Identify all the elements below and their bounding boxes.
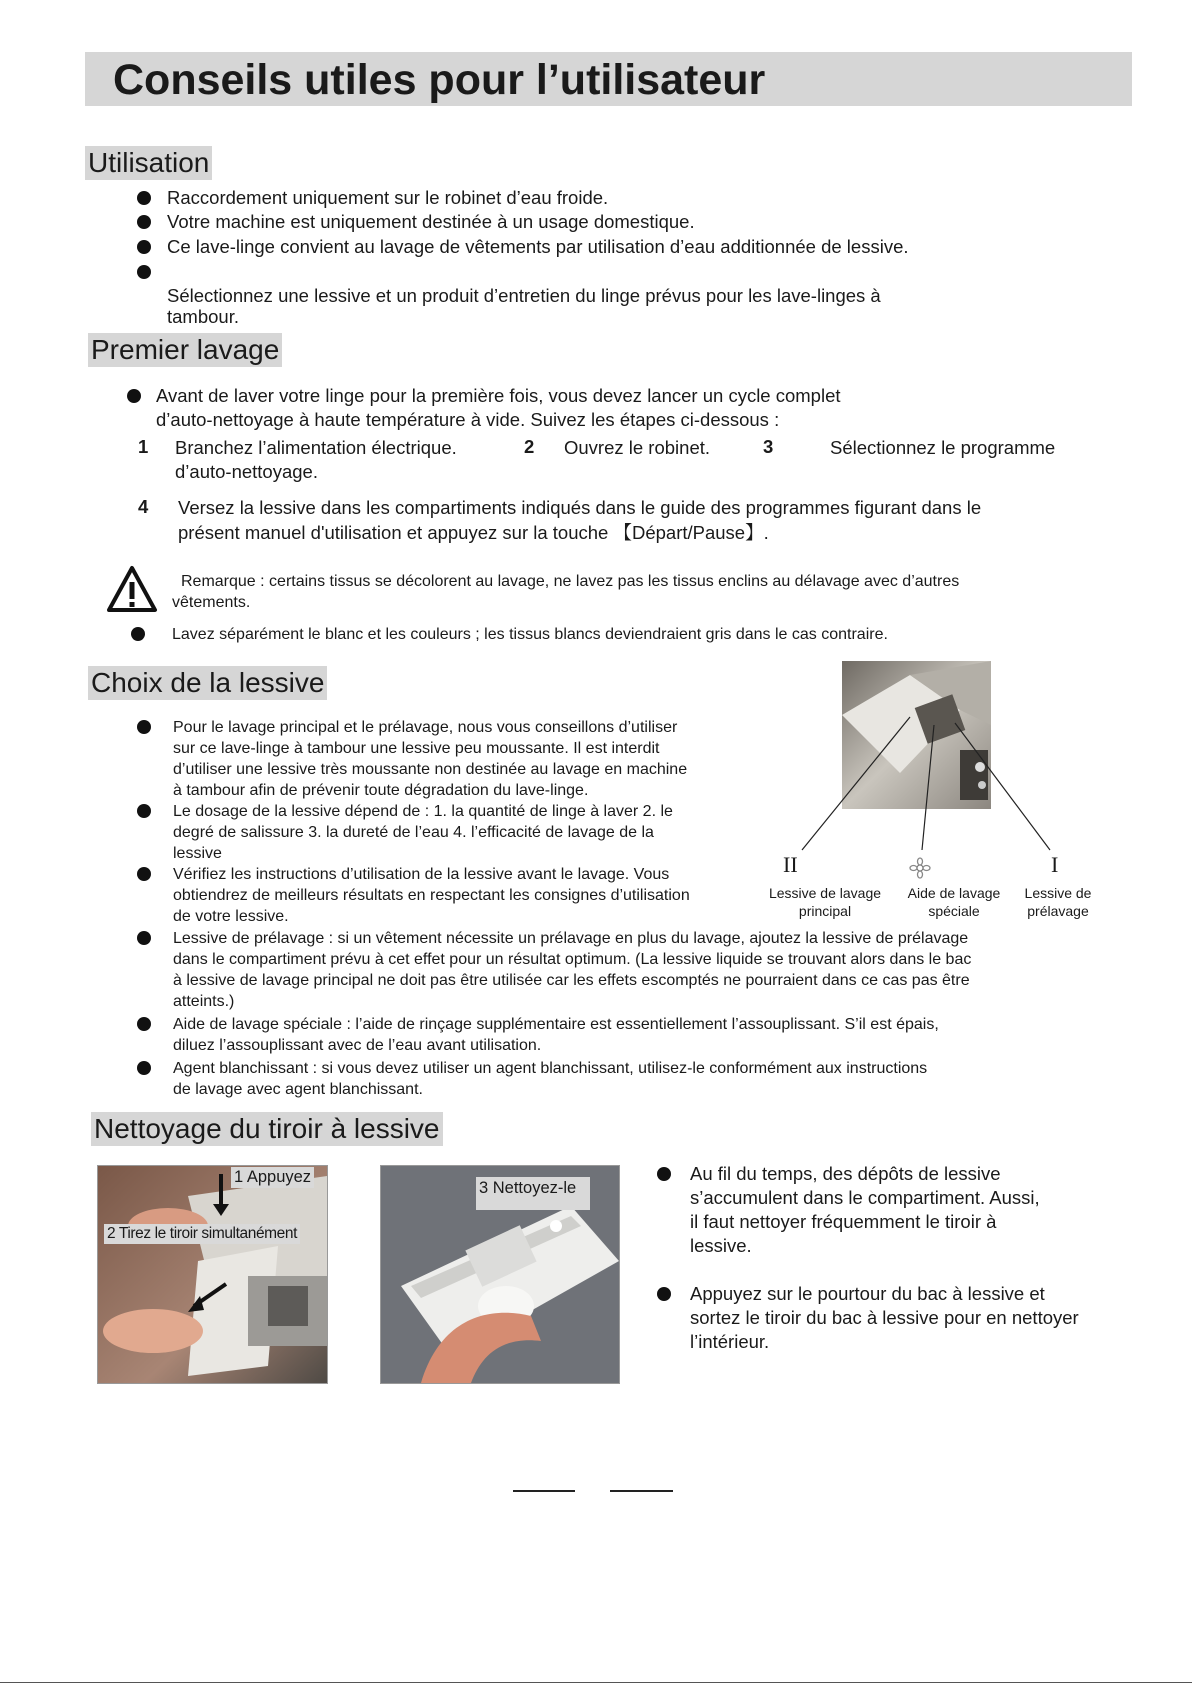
step-number: 4 [138,496,149,517]
step-label-press: 1 Appuyez [231,1167,314,1188]
choix-item-cont: lessive [173,845,222,862]
utilisation-item: Votre machine est uniquement destinée à un usage domestique. [167,211,695,232]
nettoyage-text: Au fil du temps, des dépôts de lessive [690,1163,1001,1184]
bullet-icon [137,1017,151,1031]
bullet-icon [137,720,151,734]
nettoyage-text: Appuyez sur le pourtour du bac à lessive et [690,1283,1045,1304]
utilisation-item: Raccordement uniquement sur le robinet d’eau froide. [167,187,609,208]
step-text: Versez la lessive dans les compartiments indiqués dans le guide des programmes figurant dans le [178,497,982,518]
detergent-drawer-diagram [760,655,1100,870]
section-heading-premier-lavage: Premier lavage [88,333,282,367]
detergent-drawer-photo [842,661,991,809]
choix-item: Le dosage de la lessive dépend de : 1. la quantité de linge à laver 2. le [173,803,673,820]
bullet-icon [137,1061,151,1075]
bullet-icon [131,627,145,641]
roman-label-pre: I [1051,852,1059,877]
utilisation-item-cont: tambour. [167,306,239,327]
step-text: Sélectionnez le programme [830,437,1056,458]
page-number-line [610,1490,673,1492]
bullet-icon [127,389,141,403]
page-number-line [513,1490,575,1492]
choix-item: Pour le lavage principal et le prélavage, nous vous conseillons d’utiliser [173,719,678,736]
label-special-aid: Aide de lavage [907,885,1001,901]
warning-icon [106,565,158,613]
label-prewash-cont: prélavage [1027,903,1089,919]
choix-item-cont: dans le compartiment prévu à cet effet pour un résultat optimum. (La lessive liquide se trouvant alors dans le bac [173,951,972,968]
nettoyage-text-cont: s’accumulent dans le compartiment. Aussi, [690,1187,1040,1208]
bullet-icon [657,1167,671,1181]
remark-text-cont: vêtements. [172,594,251,611]
choix-item: Aide de lavage spéciale : l’aide de rinçage supplémentaire est essentiellement l’assouplissant. S’il est épais, [173,1016,939,1033]
bullet-icon [137,931,151,945]
choix-item-cont: diluez l’assouplissant avec de l’eau avant utilisation. [173,1037,542,1054]
section-heading-utilisation: Utilisation [85,146,212,180]
nettoyage-text-cont: il faut nettoyer fréquemment le tiroir à [690,1211,997,1232]
choix-item: Vérifiez les instructions d’utilisation de la lessive avant le lavage. Vous [173,866,670,883]
section-heading-choix: Choix de la lessive [88,666,327,700]
page-title: Conseils utiles pour l’utilisateur [113,56,766,104]
step-label-clean: 3 Nettoyez-le [476,1177,590,1210]
choix-item-cont: à tambour afin de prévenir toute dégradation du lave-linge. [173,782,589,799]
label-prewash: Lessive de [1024,885,1092,901]
choix-item-cont: atteints.) [173,993,235,1010]
choix-item-cont: sur ce lave-linge à tambour une lessive peu moussante. Il est interdit [173,740,660,757]
bullet-icon [137,191,151,205]
step-number: 1 [138,436,149,457]
utilisation-item: Sélectionnez une lessive et un produit d’entretien du linge prévus pour les lave-linges à [167,285,881,306]
choix-item-cont: obtiendrez de meilleurs résultats en respectant les consignes d’utilisation [173,887,690,904]
premier-intro: Avant de laver votre linge pour la première fois, vous devez lancer un cycle complet [156,385,841,406]
bullet-icon [137,265,151,279]
utilisation-item: Ce lave-linge convient au lavage de vêtements par utilisation d’eau additionnée de lessive. [167,236,909,257]
drawer-removal-photo [97,1165,328,1384]
bullet-icon [137,867,151,881]
step-number: 2 [524,436,535,457]
remark-text: Remarque : certains tissus se décolorent au lavage, ne lavez pas les tissus enclins au délavage avec d’autres [181,573,960,590]
label-main-wash-cont: principal [798,903,852,919]
step-text: Branchez l’alimentation électrique. [175,437,457,458]
choix-item-cont: d’utiliser une lessive très moussante non destinée au lavage en machine [173,761,688,778]
bullet-icon [137,215,151,229]
step-text: Ouvrez le robinet. [564,437,711,458]
nettoyage-text-cont: lessive. [690,1235,752,1256]
roman-label-main: II [783,852,798,877]
choix-item: Lessive de prélavage : si un vêtement nécessite un prélavage en plus du lavage, ajoutez la lessive de prélavage [173,930,969,947]
choix-item: Agent blanchissant : si vous devez utiliser un agent blanchissant, utilisez-le conformément aux instructions [173,1060,928,1077]
page-bottom-border [0,1682,1192,1683]
step-text-cont: d’auto-nettoyage. [175,461,318,482]
bullet-icon [657,1287,671,1301]
separate-note: Lavez séparément le blanc et les couleurs ; les tissus blancs deviendraient gris dans le cas contraire. [172,626,888,643]
choix-item-cont: de votre lessive. [173,908,289,925]
step-label-pull: 2 Tirez le tiroir simultanément [104,1224,300,1244]
label-special-aid-cont: spéciale [928,903,980,919]
nettoyage-text-cont: l’intérieur. [690,1331,770,1352]
step-text-cont: présent manuel d'utilisation et appuyez sur la touche 【Départ/Pause】. [178,522,769,543]
choix-item-cont: degré de salissure 3. la dureté de l’eau 4. l’efficacité de lavage de la [173,824,654,841]
bullet-icon [137,240,151,254]
section-heading-nettoyage: Nettoyage du tiroir à lessive [91,1112,443,1146]
nettoyage-text-cont: sortez le tiroir du bac à lessive pour en nettoyer [690,1307,1079,1328]
bullet-icon [137,804,151,818]
choix-item-cont: à lessive de lavage principal ne doit pas être utilisée car les effets escomptés ne pourraient dans ce cas pas être [173,972,970,989]
step-number: 3 [763,436,774,457]
premier-intro-cont: d’auto-nettoyage à haute température à vide. Suivez les étapes ci-dessous : [156,409,780,430]
flower-icon [909,857,931,879]
choix-item-cont: de lavage avec agent blanchissant. [173,1081,423,1098]
label-main-wash: Lessive de lavage [768,885,882,901]
